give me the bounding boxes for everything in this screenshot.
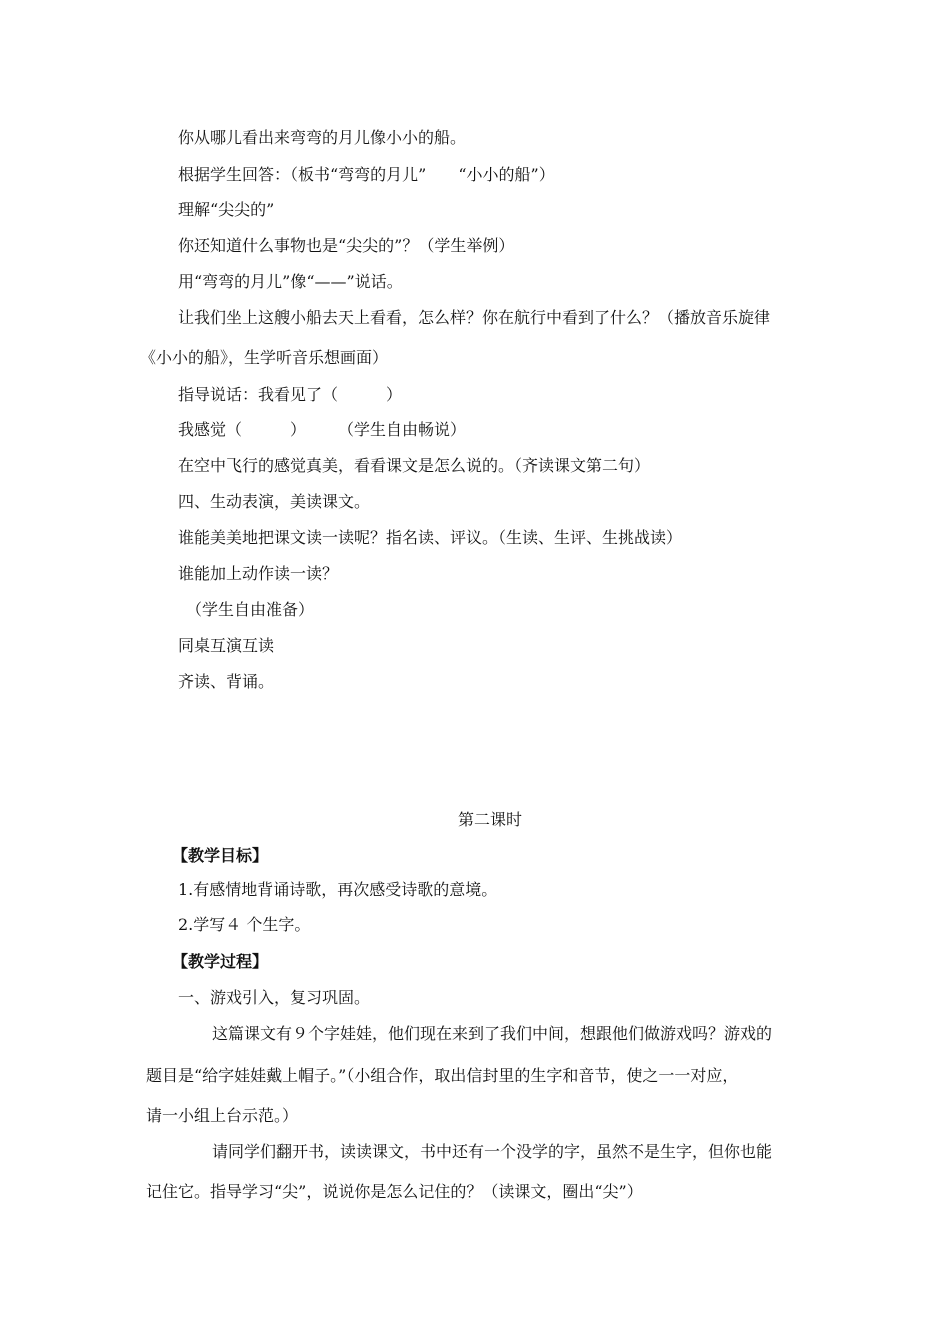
paragraph-line: 让我们坐上这艘小船去天上看看，怎么样？你在航行中看到了什么？（播放音乐旋律 <box>178 308 771 327</box>
goal-item: 1.有感情地背诵诗歌，再次感受诗歌的意境。 <box>178 880 498 899</box>
goals-heading: 【教学目标】 <box>172 846 269 865</box>
process-heading: 【教学过程】 <box>172 952 269 971</box>
process-line: 题目是“给字娃娃戴上帽子。”（小组合作，取出信封里的生字和音节，使之一一对应， <box>146 1066 739 1085</box>
paragraph-line: 谁能加上动作读一读？ <box>178 564 339 583</box>
process-line: 记住它。指导学习“尖”，说说你是怎么记住的？（读课文，圈出“尖”） <box>146 1182 643 1201</box>
paragraph-line: （学生自由准备） <box>186 600 315 619</box>
goal-item: 2.学写４ 个生字。 <box>178 915 311 934</box>
paragraph-line: 齐读、背诵。 <box>178 672 275 691</box>
paragraph-line: 谁能美美地把课文读一读呢？指名读、评议。（生读、生评、生挑战读） <box>178 528 683 547</box>
process-line: 这篇课文有９个字娃娃，他们现在来到了我们中间，想跟他们做游戏吗？游戏的 <box>212 1024 773 1043</box>
paragraph-line: 你从哪儿看出来弯弯的月儿像小小的船。 <box>178 128 467 147</box>
paragraph-line: 同桌互演互读 <box>178 636 275 655</box>
paragraph-line: 指导说话：我看见了（ ） <box>178 385 403 404</box>
process-line: 请同学们翻开书，读读课文，书中还有一个没学的字，虽然不是生字，但你也能 <box>212 1142 773 1161</box>
paragraph-line: 《小小的船》，生学听音乐想画面） <box>140 348 389 367</box>
paragraph-line: 用“弯弯的月儿”像“——”说话。 <box>178 272 403 291</box>
process-line: 一、游戏引入，复习巩固。 <box>178 988 371 1007</box>
section-heading-line: 四、生动表演，美读课文。 <box>178 492 371 511</box>
paragraph-line: 理解“尖尖的” <box>178 200 275 219</box>
paragraph-line: 你还知道什么事物也是“尖尖的”？（学生举例） <box>178 236 515 255</box>
paragraph-line: 我感觉（ ） （学生自由畅说） <box>178 420 467 439</box>
paragraph-line: 根据学生回答：（板书“弯弯的月儿” “小小的船”） <box>178 165 555 184</box>
process-line: 请一小组上台示范。） <box>146 1106 299 1125</box>
paragraph-line: 在空中飞行的感觉真美，看看课文是怎么说的。（齐读课文第二句） <box>178 456 651 475</box>
lesson-title: 第二课时 <box>457 810 522 829</box>
